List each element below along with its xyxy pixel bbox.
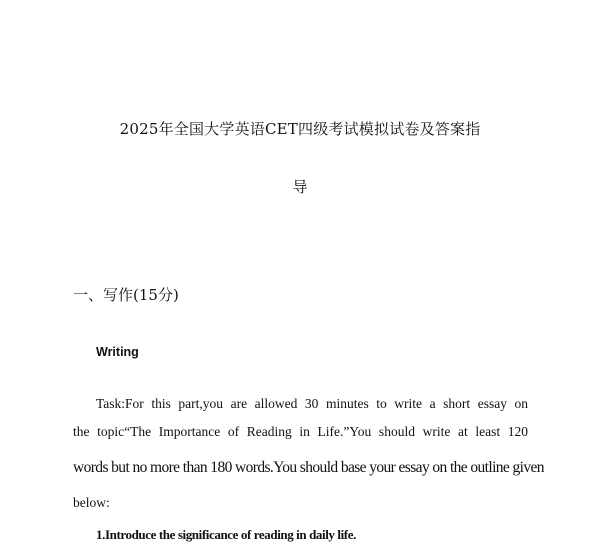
task-instruction-line-2: the topic“The Importance of Reading in Life.”You should write at least 120 (73, 424, 528, 439)
task-instruction-line-1: Task:For this part,you are allowed 30 minutes to write a short essay on (96, 396, 528, 411)
outline-item: 1.Introduce the significance of reading in daily life. (96, 527, 356, 542)
document-title-continuation: 导 (292, 178, 308, 196)
task-instruction-line-4: below: (73, 495, 110, 510)
task-instruction-line-3: words but no more than 180 words.You should base your essay on the outline given (73, 459, 544, 476)
sub-heading-writing: Writing (96, 345, 139, 359)
section-heading-writing: 一、写作(15分) (73, 286, 179, 304)
document-title: 2025年全国大学英语CET四级考试模拟试卷及答案指 (119, 120, 481, 138)
